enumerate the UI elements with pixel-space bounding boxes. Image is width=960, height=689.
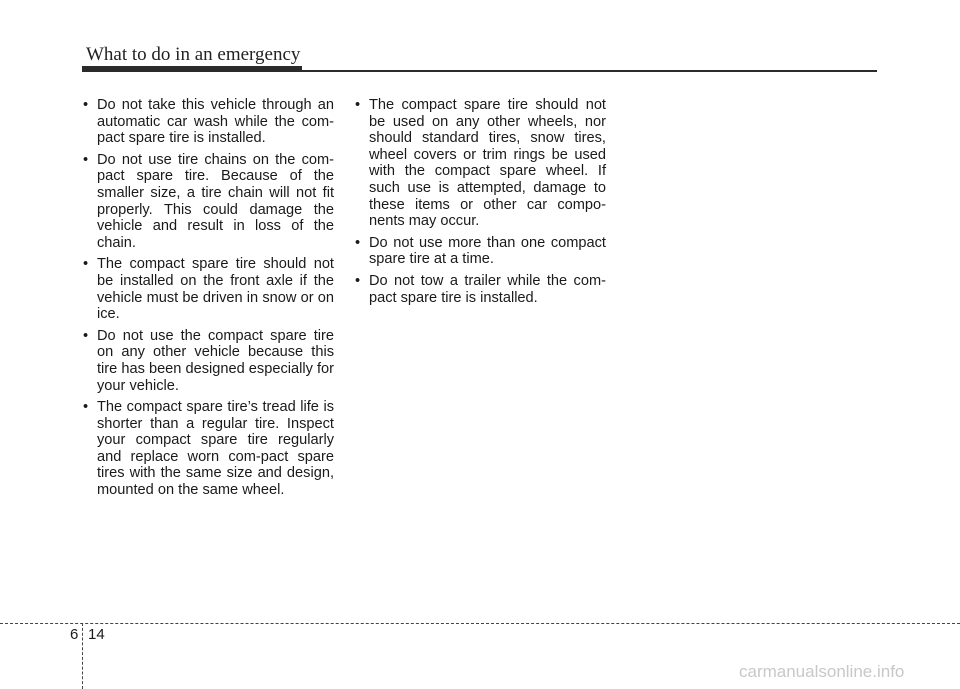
list-item bbox=[80, 256, 334, 322]
list-item bbox=[352, 273, 606, 306]
bullet-icon: • bbox=[83, 256, 89, 273]
right-column-list bbox=[352, 97, 606, 311]
left-column-list bbox=[80, 97, 334, 504]
list-item bbox=[352, 97, 606, 230]
bullet-icon: • bbox=[83, 97, 89, 113]
list-item bbox=[80, 152, 334, 252]
list-item-text: The compact spare tire should not be installed on the front axle if the vehicle must be driven in snow or on ice. bbox=[97, 256, 334, 323]
list-item-text: Do not use more than one compact spare tire at a time. bbox=[369, 234, 606, 268]
footer-divider bbox=[0, 623, 960, 624]
list-item bbox=[80, 97, 334, 147]
section-title: What to do in an emergency bbox=[86, 44, 301, 65]
chapter-number: 6 bbox=[70, 626, 79, 643]
list-item-text: Do not use the compact spare tire on any other vehicle because this tire has been designed especially for your vehicle. bbox=[97, 327, 334, 394]
bullet-icon: • bbox=[83, 399, 89, 416]
list-item bbox=[80, 399, 334, 499]
list-item-text: Do not tow a trailer while the com-pact spare tire is installed. bbox=[369, 272, 606, 306]
list-item-text: Do not take this vehicle through an automatic car wash while the com-pact spare tire is installed. bbox=[97, 97, 334, 147]
footer-vertical-divider bbox=[82, 623, 83, 689]
bullet-icon: • bbox=[355, 234, 361, 251]
list-item-text: The compact spare tire should not be used on any other wheels, nor should standard tires, snow tires, wheel covers or trim rings be used with the compact spare wheel. If such use is attempted, damage to these items or other car compo-nents may occur. bbox=[369, 97, 606, 230]
header-divider bbox=[82, 70, 877, 72]
bullet-icon: • bbox=[83, 151, 89, 168]
bullet-icon: • bbox=[83, 327, 89, 344]
list-item-text: The compact spare tire’s tread life is shorter than a regular tire. Inspect your compact spare tire regularly and replace worn com-pact spare tires with the same size and design, mounted on the same wheel. bbox=[97, 399, 334, 499]
watermark: carmanualsonline.info bbox=[739, 662, 905, 681]
list-item bbox=[352, 235, 606, 268]
bullet-icon: • bbox=[355, 272, 361, 289]
list-item-text: Do not use tire chains on the com-pact spare tire. Because of the smaller size, a tire chain will not fit properly. This could damage the vehicle and result in loss of the chain. bbox=[97, 151, 334, 251]
bullet-icon: • bbox=[355, 97, 361, 113]
list-item bbox=[80, 328, 334, 394]
page-number: 14 bbox=[88, 626, 105, 643]
